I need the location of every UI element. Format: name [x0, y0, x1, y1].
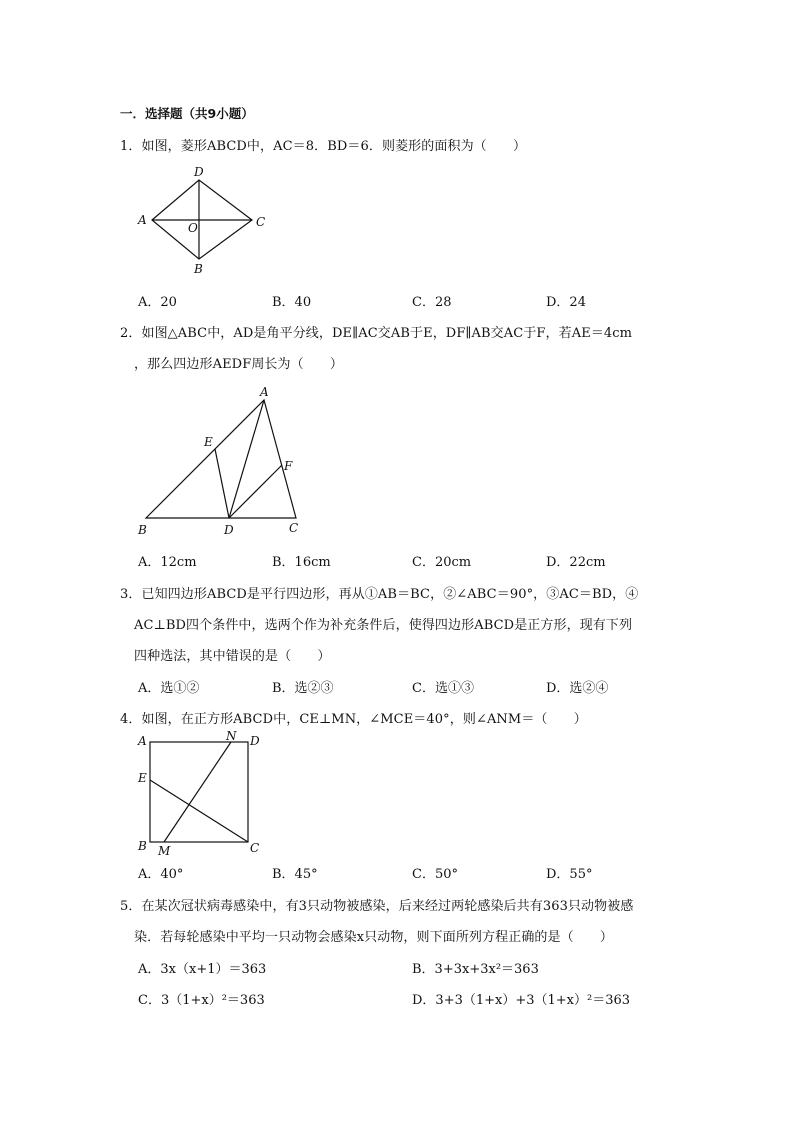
- question-1-rhombus-figure: [132, 164, 292, 274]
- question-4-option-b: B．45°: [272, 867, 318, 882]
- label-f: F: [284, 459, 293, 473]
- question-4-option-a: A．40°: [138, 867, 184, 882]
- question-3-stem-line-3: 四种选法，其中错误的是（ ）: [134, 649, 331, 664]
- question-2-triangle-figure: [134, 384, 314, 544]
- question-1-option-d: D．24: [546, 295, 586, 310]
- question-1-option-b: B．40: [272, 295, 312, 310]
- question-3-option-d: D．选②④: [546, 681, 609, 696]
- question-5-option-d: D．3+3（1+x）+3（1+x）²＝363: [412, 993, 631, 1008]
- label-e: E: [204, 435, 213, 449]
- label-a: A: [260, 385, 269, 399]
- label-a: A: [138, 213, 147, 227]
- label-b: B: [194, 262, 203, 276]
- label-o: O: [188, 221, 198, 235]
- label-d: D: [250, 734, 260, 748]
- question-5-option-a: A．3x（x+1）＝363: [138, 962, 267, 977]
- label-c: C: [250, 841, 260, 855]
- label-b: B: [138, 839, 147, 853]
- label-e: E: [138, 771, 147, 785]
- label-c: C: [256, 215, 266, 229]
- question-4-square-figure: [134, 728, 274, 858]
- triangle-abc: [146, 400, 296, 518]
- question-4-option-d: D．55°: [546, 867, 593, 882]
- label-d: D: [194, 165, 204, 179]
- question-1-option-c: C．28: [412, 295, 452, 310]
- label-b: B: [138, 523, 147, 537]
- question-4-option-c: C．50°: [412, 867, 458, 882]
- question-2-stem-line-1: 2．如图△ABC中，AD是角平分线，DE∥AC交AB于E，DF∥AB交AC于F，若AE＝4cm: [120, 326, 633, 341]
- question-3-option-c: C．选①③: [412, 681, 474, 696]
- section-title: 一．选择题（共9小题）: [120, 106, 254, 121]
- question-5-stem-line-2: 染．若每轮感染中平均一只动物会感染x只动物，则下面所列方程正确的是（ ）: [134, 930, 614, 945]
- question-2-option-b: B．16cm: [272, 555, 331, 570]
- segment-de: [215, 449, 229, 518]
- label-c: C: [289, 521, 299, 535]
- question-3-stem-line-1: 3．已知四边形ABCD是平行四边形，再从①AB＝BC，②∠ABC＝90°，③AC＝BD，④: [120, 587, 639, 602]
- question-5-stem-line-1: 5．在某次冠状病毒感染中，有3只动物被感染，后来经过两轮感染后共有363只动物被感: [120, 899, 634, 914]
- question-3-option-b: B．选②③: [272, 681, 334, 696]
- question-2-option-d: D．22cm: [546, 555, 606, 570]
- question-3-stem-line-2: AC⊥BD四个条件中，选两个作为补充条件后，使得四边形ABCD是正方形，现有下列: [134, 618, 633, 633]
- label-m: M: [158, 844, 171, 858]
- question-4-stem: 4．如图，在正方形ABCD中，CE⊥MN，∠MCE＝40°，则∠ANM＝（ ）: [120, 712, 587, 727]
- label-d: D: [224, 523, 234, 537]
- segment-mn: [164, 742, 231, 842]
- question-1-stem: 1．如图，菱形ABCD中，AC＝8．BD＝6．则菱形的面积为（ ）: [120, 139, 527, 154]
- label-n: N: [226, 729, 237, 743]
- question-1-option-a: A．20: [138, 295, 177, 310]
- question-2-option-c: C．20cm: [412, 555, 472, 570]
- question-3-option-a: A．选①②: [138, 681, 200, 696]
- question-5-option-c: C．3（1+x）²＝363: [138, 993, 265, 1008]
- label-a: A: [138, 734, 147, 748]
- question-2-option-a: A．12cm: [138, 555, 197, 570]
- square-abcd: [150, 742, 248, 842]
- question-2-stem-line-2: ，那么四边形AEDF周长为（ ）: [134, 357, 344, 372]
- question-5-option-b: B．3+3x+3x²＝363: [412, 962, 539, 977]
